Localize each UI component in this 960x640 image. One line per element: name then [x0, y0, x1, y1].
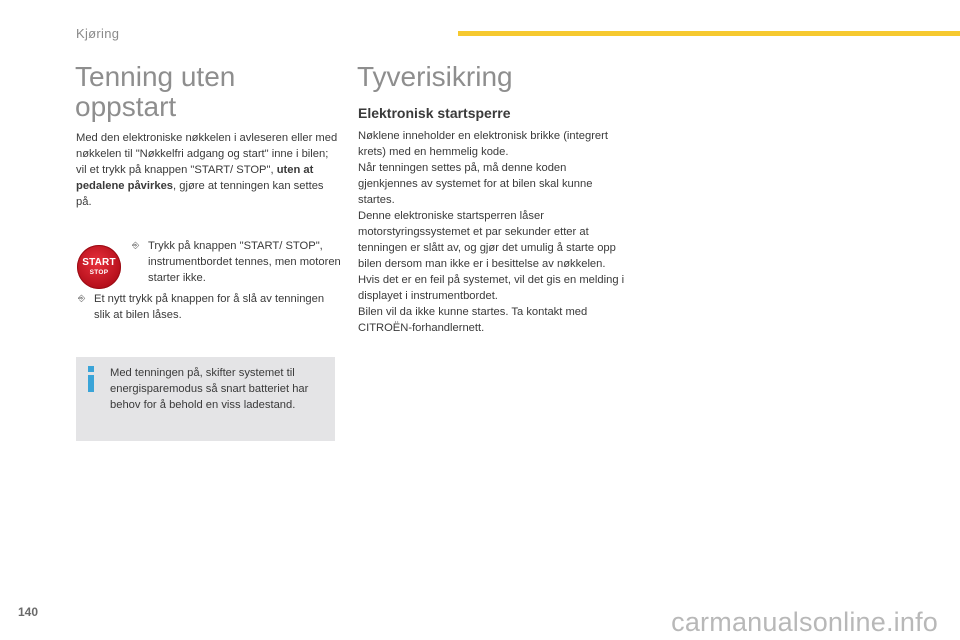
info-text: Med tenningen på, skifter systemet til energisparemodus så snart batteriet har behov for å behold en viss ladestand.	[110, 367, 309, 411]
bullet-marker-icon: ⎆	[132, 240, 140, 250]
page-number: 140	[18, 605, 39, 619]
info-box	[76, 357, 335, 441]
info-icon	[85, 366, 97, 392]
intro-text-after: , gjøre at tenningen kan settes på.	[76, 180, 324, 208]
body-paragraph: Nøklene inneholder en elektronisk brikke (integrert krets) med en hemmelig kode.	[358, 130, 608, 158]
header-accent-bar	[458, 31, 960, 36]
intro-text-bold: uten at pedalene påvirkes	[76, 164, 314, 192]
right-body	[358, 128, 626, 336]
body-paragraph: Når tenningen settes på, må denne koden gjenkjennes av systemet for at bilen skal kunne startes.	[358, 162, 593, 206]
body-paragraph: Denne elektroniske startsperren låser motorstyringssystemet et par sekunder etter at tenningen er slått av, og gjør det umulig å starte opp bilen dersom man ikke er i besittelse av nøkkelen.	[358, 210, 616, 270]
right-subtitle: Elektronisk startsperre	[358, 105, 511, 121]
bullet-item	[132, 238, 342, 286]
right-title: Tyverisikring	[357, 61, 513, 92]
start-stop-button-icon	[77, 245, 121, 289]
start-label: START	[82, 256, 116, 268]
body-paragraph: Bilen vil da ikke kunne startes. Ta kontakt med CITROËN-forhandlernett.	[358, 306, 588, 334]
bullet-text: Et nytt trykk på knappen for å slå av tenningen slik at bilen låses.	[94, 293, 325, 321]
left-intro	[76, 130, 341, 210]
watermark: carmanualsonline.info	[671, 607, 938, 637]
body-paragraph: Hvis det er en feil på systemet, vil det gis en melding i displayet i instrumentbordet.	[358, 274, 625, 302]
stop-label: STOP	[89, 268, 109, 276]
bullet-item	[78, 291, 338, 323]
bullet-marker-icon: ⎆	[78, 293, 86, 303]
left-title: Tenning uten oppstart	[75, 61, 236, 122]
bullet-text: Trykk på knappen "START/ STOP", instrumentbordet tennes, men motoren starter ikke.	[148, 240, 341, 284]
intro-text-before: Med den elektroniske nøkkelen i avleseren eller med nøkkelen til "Nøkkelfri adgang og start" inne i bilen; vil et trykk på knappen "START/ STOP",	[76, 132, 338, 176]
section-label: Kjøring	[76, 26, 120, 41]
